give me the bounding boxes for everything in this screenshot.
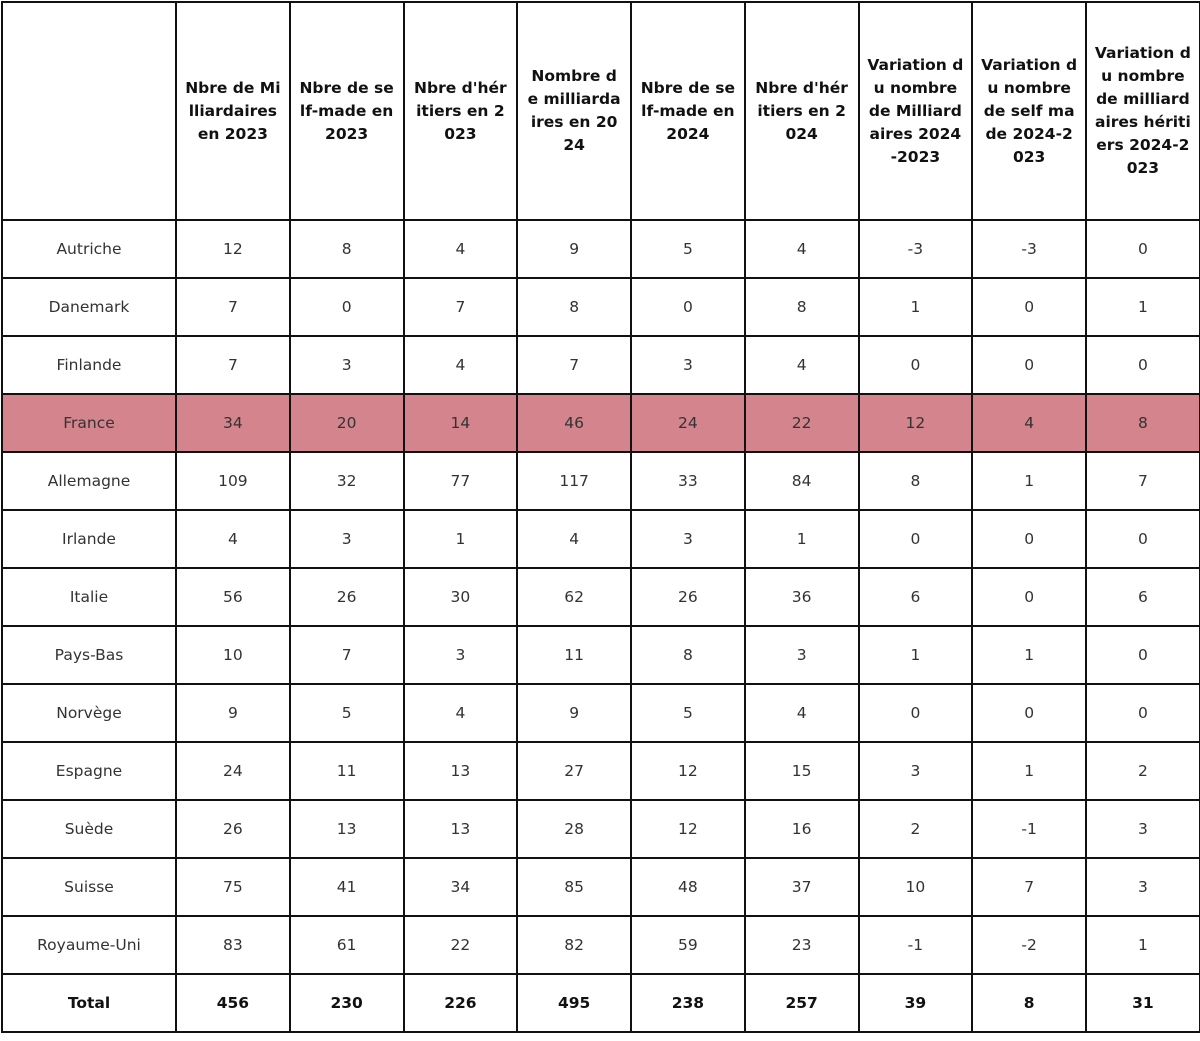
cell-variation-self-made: 7 <box>972 858 1086 916</box>
cell-variation-heirs: 0 <box>1086 684 1200 742</box>
cell-self-made-2024: 33 <box>631 452 745 510</box>
cell-self-made-2023: 41 <box>290 858 404 916</box>
table-row <box>2 568 1200 626</box>
billionaires-table <box>1 1 1200 1033</box>
total-row <box>2 974 1200 1032</box>
cell-variation-self-made: 4 <box>972 394 1086 452</box>
total-cell-country: Total <box>2 974 176 1032</box>
total-cell-billionaires-2024: 495 <box>517 974 631 1032</box>
cell-billionaires-2023: 7 <box>176 336 290 394</box>
cell-country: Espagne <box>2 742 176 800</box>
cell-heirs-2023: 13 <box>404 742 518 800</box>
cell-heirs-2023: 77 <box>404 452 518 510</box>
cell-variation-billionaires: 0 <box>859 684 973 742</box>
header-variation-heirs: Variation du nombre de milliardaires héritiers 2024-2023 <box>1086 2 1200 220</box>
cell-self-made-2024: 26 <box>631 568 745 626</box>
header-variation-billionaires: Variation du nombre de Milliardaires 2024-2023 <box>859 2 973 220</box>
cell-billionaires-2023: 34 <box>176 394 290 452</box>
header-variation-self-made: Variation du nombre de self made 2024-2023 <box>972 2 1086 220</box>
cell-billionaires-2024: 117 <box>517 452 631 510</box>
table-row <box>2 800 1200 858</box>
cell-variation-self-made: 0 <box>972 278 1086 336</box>
cell-self-made-2023: 7 <box>290 626 404 684</box>
cell-heirs-2024: 4 <box>745 220 859 278</box>
total-cell-self-made-2023: 230 <box>290 974 404 1032</box>
cell-variation-heirs: 0 <box>1086 510 1200 568</box>
cell-heirs-2024: 37 <box>745 858 859 916</box>
cell-heirs-2023: 30 <box>404 568 518 626</box>
cell-self-made-2024: 12 <box>631 800 745 858</box>
cell-heirs-2023: 34 <box>404 858 518 916</box>
billionaires-table-container <box>1 1 1200 1033</box>
cell-variation-heirs: 0 <box>1086 336 1200 394</box>
table-row <box>2 626 1200 684</box>
cell-self-made-2023: 20 <box>290 394 404 452</box>
cell-billionaires-2023: 109 <box>176 452 290 510</box>
cell-billionaires-2024: 7 <box>517 336 631 394</box>
cell-self-made-2024: 24 <box>631 394 745 452</box>
cell-heirs-2023: 3 <box>404 626 518 684</box>
cell-variation-billionaires: 8 <box>859 452 973 510</box>
total-cell-variation-self-made: 8 <box>972 974 1086 1032</box>
table-body <box>2 220 1200 1032</box>
cell-heirs-2023: 4 <box>404 220 518 278</box>
table-row <box>2 278 1200 336</box>
cell-variation-self-made: -2 <box>972 916 1086 974</box>
cell-variation-self-made: 0 <box>972 684 1086 742</box>
cell-billionaires-2023: 83 <box>176 916 290 974</box>
cell-billionaires-2024: 46 <box>517 394 631 452</box>
cell-heirs-2024: 84 <box>745 452 859 510</box>
cell-variation-billionaires: 1 <box>859 278 973 336</box>
cell-self-made-2024: 5 <box>631 220 745 278</box>
cell-variation-heirs: 2 <box>1086 742 1200 800</box>
cell-self-made-2024: 3 <box>631 510 745 568</box>
cell-self-made-2023: 26 <box>290 568 404 626</box>
cell-self-made-2023: 32 <box>290 452 404 510</box>
cell-billionaires-2024: 9 <box>517 684 631 742</box>
cell-country: Autriche <box>2 220 176 278</box>
cell-variation-billionaires: -3 <box>859 220 973 278</box>
cell-variation-self-made: 0 <box>972 510 1086 568</box>
cell-variation-billionaires: -1 <box>859 916 973 974</box>
cell-billionaires-2023: 12 <box>176 220 290 278</box>
cell-country: Norvège <box>2 684 176 742</box>
cell-billionaires-2023: 4 <box>176 510 290 568</box>
cell-variation-heirs: 3 <box>1086 800 1200 858</box>
cell-self-made-2023: 61 <box>290 916 404 974</box>
cell-variation-heirs: 0 <box>1086 220 1200 278</box>
cell-variation-billionaires: 0 <box>859 510 973 568</box>
cell-self-made-2024: 3 <box>631 336 745 394</box>
cell-variation-billionaires: 6 <box>859 568 973 626</box>
header-row <box>2 2 1200 220</box>
cell-heirs-2023: 4 <box>404 336 518 394</box>
cell-heirs-2024: 8 <box>745 278 859 336</box>
table-row <box>2 336 1200 394</box>
cell-variation-self-made: 1 <box>972 452 1086 510</box>
cell-variation-billionaires: 2 <box>859 800 973 858</box>
table-row <box>2 220 1200 278</box>
cell-heirs-2024: 4 <box>745 684 859 742</box>
cell-heirs-2023: 7 <box>404 278 518 336</box>
table-row <box>2 858 1200 916</box>
cell-country: Royaume-Uni <box>2 916 176 974</box>
cell-heirs-2024: 23 <box>745 916 859 974</box>
cell-heirs-2024: 3 <box>745 626 859 684</box>
cell-self-made-2023: 0 <box>290 278 404 336</box>
cell-heirs-2024: 22 <box>745 394 859 452</box>
cell-billionaires-2024: 27 <box>517 742 631 800</box>
cell-country: Finlande <box>2 336 176 394</box>
cell-variation-self-made: 1 <box>972 742 1086 800</box>
header-billionaires-2024: Nombre de milliardaires en 2024 <box>517 2 631 220</box>
cell-self-made-2023: 13 <box>290 800 404 858</box>
cell-billionaires-2024: 62 <box>517 568 631 626</box>
cell-variation-self-made: 0 <box>972 568 1086 626</box>
cell-country: Allemagne <box>2 452 176 510</box>
cell-self-made-2023: 8 <box>290 220 404 278</box>
total-cell-variation-heirs: 31 <box>1086 974 1200 1032</box>
table-row <box>2 684 1200 742</box>
header-billionaires-2023: Nbre de Milliardaires en 2023 <box>176 2 290 220</box>
cell-variation-billionaires: 0 <box>859 336 973 394</box>
cell-heirs-2024: 16 <box>745 800 859 858</box>
cell-billionaires-2023: 7 <box>176 278 290 336</box>
cell-billionaires-2024: 85 <box>517 858 631 916</box>
table-row <box>2 510 1200 568</box>
cell-heirs-2023: 14 <box>404 394 518 452</box>
cell-variation-heirs: 1 <box>1086 278 1200 336</box>
cell-billionaires-2024: 4 <box>517 510 631 568</box>
cell-variation-heirs: 8 <box>1086 394 1200 452</box>
cell-self-made-2023: 3 <box>290 510 404 568</box>
cell-billionaires-2024: 82 <box>517 916 631 974</box>
cell-country: Suisse <box>2 858 176 916</box>
cell-self-made-2024: 8 <box>631 626 745 684</box>
cell-variation-self-made: 1 <box>972 626 1086 684</box>
cell-variation-billionaires: 1 <box>859 626 973 684</box>
table-row <box>2 742 1200 800</box>
cell-heirs-2024: 15 <box>745 742 859 800</box>
cell-billionaires-2024: 11 <box>517 626 631 684</box>
cell-country: Pays-Bas <box>2 626 176 684</box>
cell-country: Danemark <box>2 278 176 336</box>
cell-billionaires-2023: 10 <box>176 626 290 684</box>
cell-self-made-2023: 11 <box>290 742 404 800</box>
cell-heirs-2024: 4 <box>745 336 859 394</box>
cell-billionaires-2024: 8 <box>517 278 631 336</box>
cell-variation-heirs: 6 <box>1086 568 1200 626</box>
cell-variation-self-made: 0 <box>972 336 1086 394</box>
total-cell-self-made-2024: 238 <box>631 974 745 1032</box>
cell-billionaires-2024: 28 <box>517 800 631 858</box>
cell-variation-heirs: 7 <box>1086 452 1200 510</box>
cell-self-made-2023: 3 <box>290 336 404 394</box>
cell-country: Suède <box>2 800 176 858</box>
cell-variation-billionaires: 12 <box>859 394 973 452</box>
cell-billionaires-2024: 9 <box>517 220 631 278</box>
header-self-made-2023: Nbre de self-made en 2023 <box>290 2 404 220</box>
header-country <box>2 2 176 220</box>
header-heirs-2023: Nbre d'héritiers en 2023 <box>404 2 518 220</box>
cell-heirs-2024: 36 <box>745 568 859 626</box>
cell-heirs-2023: 4 <box>404 684 518 742</box>
table-row <box>2 452 1200 510</box>
cell-variation-heirs: 1 <box>1086 916 1200 974</box>
cell-variation-self-made: -1 <box>972 800 1086 858</box>
cell-variation-billionaires: 3 <box>859 742 973 800</box>
cell-billionaires-2023: 75 <box>176 858 290 916</box>
total-cell-heirs-2023: 226 <box>404 974 518 1032</box>
cell-self-made-2024: 12 <box>631 742 745 800</box>
cell-variation-heirs: 3 <box>1086 858 1200 916</box>
cell-heirs-2023: 1 <box>404 510 518 568</box>
cell-self-made-2024: 59 <box>631 916 745 974</box>
header-self-made-2024: Nbre de self-made en 2024 <box>631 2 745 220</box>
cell-self-made-2023: 5 <box>290 684 404 742</box>
total-cell-billionaires-2023: 456 <box>176 974 290 1032</box>
cell-heirs-2023: 22 <box>404 916 518 974</box>
cell-self-made-2024: 5 <box>631 684 745 742</box>
total-cell-variation-billionaires: 39 <box>859 974 973 1032</box>
cell-billionaires-2023: 56 <box>176 568 290 626</box>
table-row <box>2 916 1200 974</box>
cell-billionaires-2023: 24 <box>176 742 290 800</box>
cell-country: Italie <box>2 568 176 626</box>
cell-billionaires-2023: 9 <box>176 684 290 742</box>
cell-variation-self-made: -3 <box>972 220 1086 278</box>
cell-self-made-2024: 0 <box>631 278 745 336</box>
cell-self-made-2024: 48 <box>631 858 745 916</box>
table-header <box>2 2 1200 220</box>
cell-billionaires-2023: 26 <box>176 800 290 858</box>
cell-country: Irlande <box>2 510 176 568</box>
cell-variation-heirs: 0 <box>1086 626 1200 684</box>
cell-heirs-2023: 13 <box>404 800 518 858</box>
cell-variation-billionaires: 10 <box>859 858 973 916</box>
total-cell-heirs-2024: 257 <box>745 974 859 1032</box>
header-heirs-2024: Nbre d'héritiers en 2024 <box>745 2 859 220</box>
table-row <box>2 394 1200 452</box>
cell-heirs-2024: 1 <box>745 510 859 568</box>
cell-country: France <box>2 394 176 452</box>
